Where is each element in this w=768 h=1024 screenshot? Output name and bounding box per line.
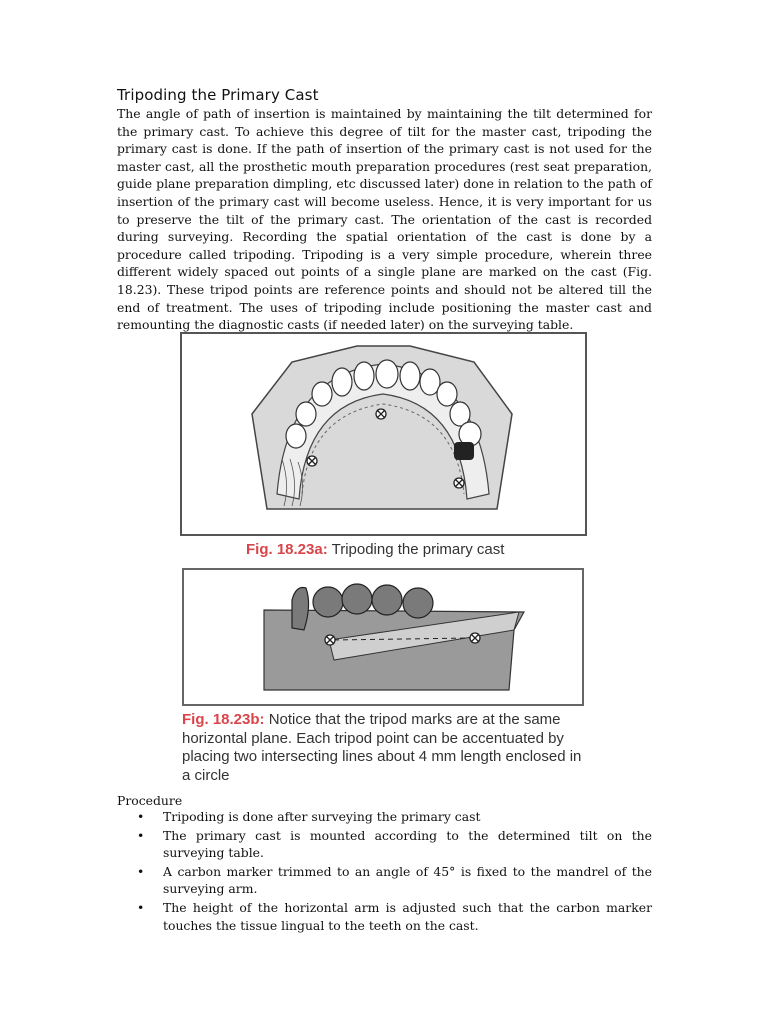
procedure-step-text: A carbon marker trimmed to an angle of 45° is fixed to the mandrel of the surveying arm.: [163, 863, 652, 897]
bullet-icon: •: [137, 809, 145, 824]
cast-side-illustration: [184, 570, 582, 704]
tripod-mark-anterior: [376, 409, 386, 419]
figure-a-text: Tripoding the primary cast: [327, 541, 505, 558]
procedure-list: [117, 808, 652, 935]
bullet-icon: •: [137, 863, 145, 879]
bullet-icon: •: [137, 827, 145, 843]
procedure-title: Procedure: [117, 793, 183, 808]
figure-b-label: Fig. 18.23b:: [182, 711, 265, 728]
tripod-mark-right: [470, 633, 480, 643]
procedure-step-text: The height of the horizontal arm is adjusted such that the carbon marker touches the tissue lingual to the teeth on the cast.: [163, 899, 652, 933]
section-heading: Tripoding the Primary Cast: [117, 86, 319, 104]
bullet-icon: •: [137, 899, 145, 915]
figure-b-text: Notice that the tripod marks are at the same horizontal plane. Each tripod point can be accentuated by placing two intersecting lines about 4 mm length enclosed in a circle: [182, 711, 582, 784]
procedure-step-text: Tripoding is done after surveying the primary cast: [163, 809, 481, 824]
figure-18-23b: [182, 568, 584, 706]
figure-b-caption: [182, 711, 592, 785]
cast-occlusal-illustration: [182, 334, 585, 534]
procedure-step: [117, 863, 652, 898]
figure-18-23a: [180, 332, 587, 536]
body-paragraph: The angle of path of insertion is maintained by maintaining the tilt determined for the primary cast. To achieve this degree of tilt for the master cast, tripoding the primary cast is done. If the path of insertion of the primary cast is not used for the master cast, all the prosthetic mouth preparation procedures (rest seat preparation, guide plane preparation dimpling, etc discussed later) done in relation to the path of insertion of the primary cast will become useless. Hence, it is very important for us to preserve the tilt of the primary cast. The orientation of the cast is recorded during surveying. Recording the spatial orientation of the cast is done by a procedure called tripoding. Tripoding is a very simple procedure, wherein three different widely spaced out points of a single plane are marked on the cast (Fig. 18.23). These tripod points are reference points and should not be altered till the end of treatment. The uses of tripoding include positioning the master cast and remounting the diagnostic casts (if needed later) on the surveying table.: [117, 106, 652, 333]
tripod-mark-left: [325, 635, 335, 645]
figure-a-label: Fig. 18.23a:: [246, 541, 328, 558]
procedure-step: [117, 808, 652, 826]
figure-a-caption: [246, 541, 504, 558]
procedure-step-text: The primary cast is mounted according to the determined tilt on the surveying table.: [163, 827, 652, 861]
procedure-step: [117, 899, 652, 934]
procedure-step: [117, 827, 652, 862]
